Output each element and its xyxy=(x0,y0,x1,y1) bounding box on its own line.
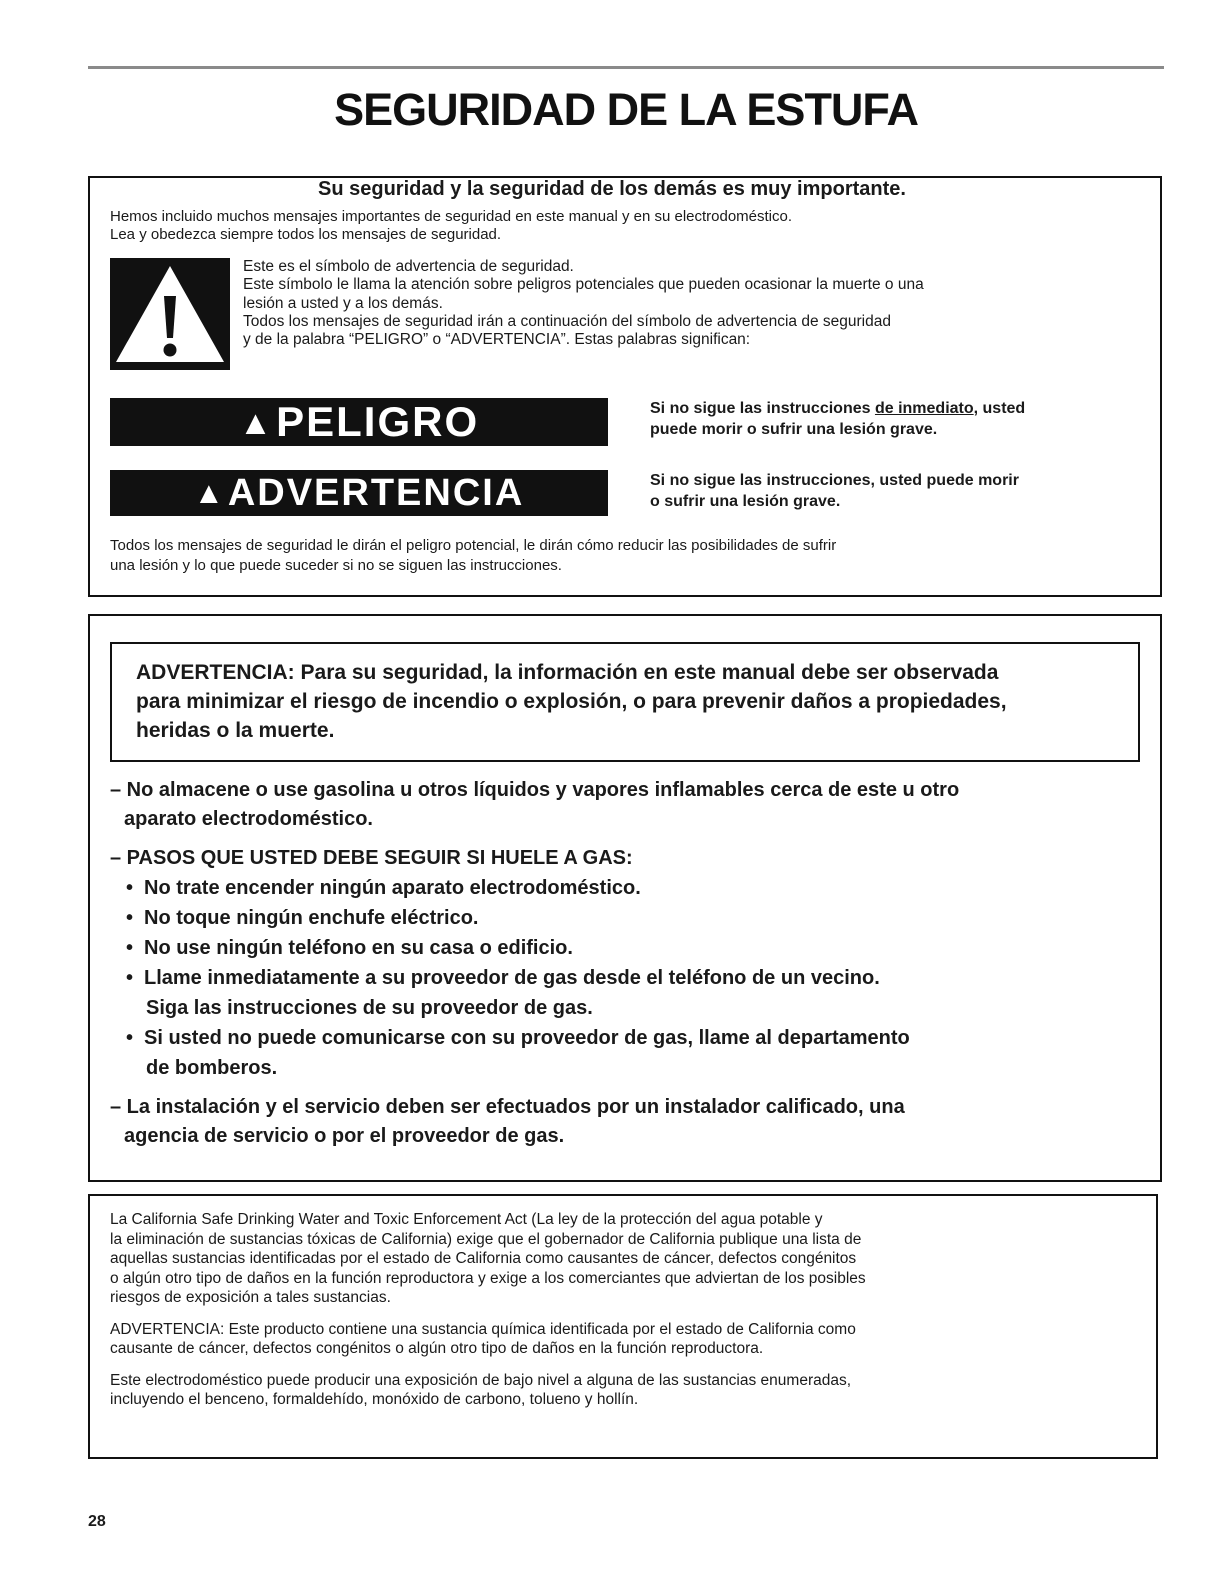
warning-triangle-icon: ▲ xyxy=(193,476,226,510)
list-item: – No almacene o use gasolina u otros líquidos y vapores inflamables cerca de este u otro aparato electrodoméstico. xyxy=(110,779,960,830)
california-para-2: ADVERTENCIA: Este producto contiene una sustancia química identificada por el estado de California como causante de cáncer, defectos congénitos o algún otro tipo de daños en la función reproductora. xyxy=(110,1320,856,1357)
list-item: • No toque ningún enchufe eléctrico. xyxy=(126,907,479,929)
list-item: • No use ningún teléfono en su casa o edificio. xyxy=(126,937,573,959)
top-rule xyxy=(88,66,1164,69)
page-title: SEGURIDAD DE LA ESTUFA xyxy=(334,84,918,135)
list-item: • Llame inmediatamente a su proveedor de gas desde el teléfono de un vecino. Siga las instrucciones de su proveedor de gas. xyxy=(126,967,880,1019)
peligro-description: Si no sigue las instrucciones de inmediato, usted puede morir o sufrir una lesión grave. xyxy=(650,400,1026,438)
safety-symbol-explanation: Este es el símbolo de advertencia de seguridad. Este símbolo le llama la atención sobre peligros potenciales que pueden ocasionar la muerte o una lesión a usted y a los demás. Todos los mensajes de seguridad irán a continuación del símbolo de advertencia de seguridad y de la palabra “PELIGRO” o “ADVERTENCIA”. Estas palabras significan: xyxy=(243,258,924,349)
california-para-1: La California Safe Drinking Water and Toxic Enforcement Act (La ley de la protección del agua potable y la eliminación de sustancias tóxicas de California) exige que el gobernador de California publique una lista de aquellas sustancias identificadas por el estado de California como causantes de cáncer, defectos congénitos o algún otro tipo de daños en la función reproductora y exige a los comerciantes que adviertan de los posibles riesgos de exposición a tales sustancias. xyxy=(110,1211,866,1306)
list-item: • Si usted no puede comunicarse con su proveedor de gas, llame al departamento de bomberos. xyxy=(126,1027,910,1079)
advertencia-signal-word: ▲ADVERTENCIA xyxy=(110,470,608,516)
gas-warning-box xyxy=(88,614,1162,1182)
page-number: 28 xyxy=(88,1513,106,1530)
california-notice-text xyxy=(110,1210,1150,1422)
california-notice-box xyxy=(88,1194,1158,1459)
warning-triangle-icon: ▲ xyxy=(238,405,275,442)
peligro-signal-word: ▲PELIGRO xyxy=(110,398,608,446)
safety-footer-text: Todos los mensajes de seguridad le dirán el peligro potencial, le dirán cómo reducir las posibilidades de sufrir una lesión y lo que puede suceder si no se siguen las instrucciones. xyxy=(110,537,837,574)
safety-intro: Hemos incluido muchos mensajes importantes de seguridad en este manual y en su electrodoméstico. Lea y obedezca siempre todos los mensajes de seguridad. xyxy=(110,208,793,243)
california-para-3: Este electrodoméstico puede producir una exposición de bajo nivel a alguna de las sustancias enumeradas, incluyendo el benceno, formaldehído, monóxido de carbono, tolueno y hollín. xyxy=(110,1371,852,1408)
advertencia-callout: ADVERTENCIA: Para su seguridad, la información en este manual debe ser observada para minimizar el riesgo de incendio o explosión, o para prevenir daños a propiedades, heridas o la muerte. xyxy=(110,642,1140,762)
safety-heading: Su seguridad y la seguridad de los demás es muy importante. xyxy=(318,178,906,200)
gas-instructions-list xyxy=(110,776,1150,1151)
list-item: • No trate encender ningún aparato electrodoméstico. xyxy=(126,877,641,899)
safety-info-box xyxy=(88,176,1162,597)
list-item: – La instalación y el servicio deben ser efectuados por un instalador calificado, una agencia de servicio o por el proveedor de gas. xyxy=(110,1096,905,1147)
advertencia-description: Si no sigue las instrucciones, usted puede morir o sufrir una lesión grave. xyxy=(650,472,1019,510)
list-item: – PASOS QUE USTED DEBE SEGUIR SI HUELE A GAS: xyxy=(110,847,633,869)
warning-triangle-icon xyxy=(110,258,230,370)
gas-steps xyxy=(110,873,1150,1083)
